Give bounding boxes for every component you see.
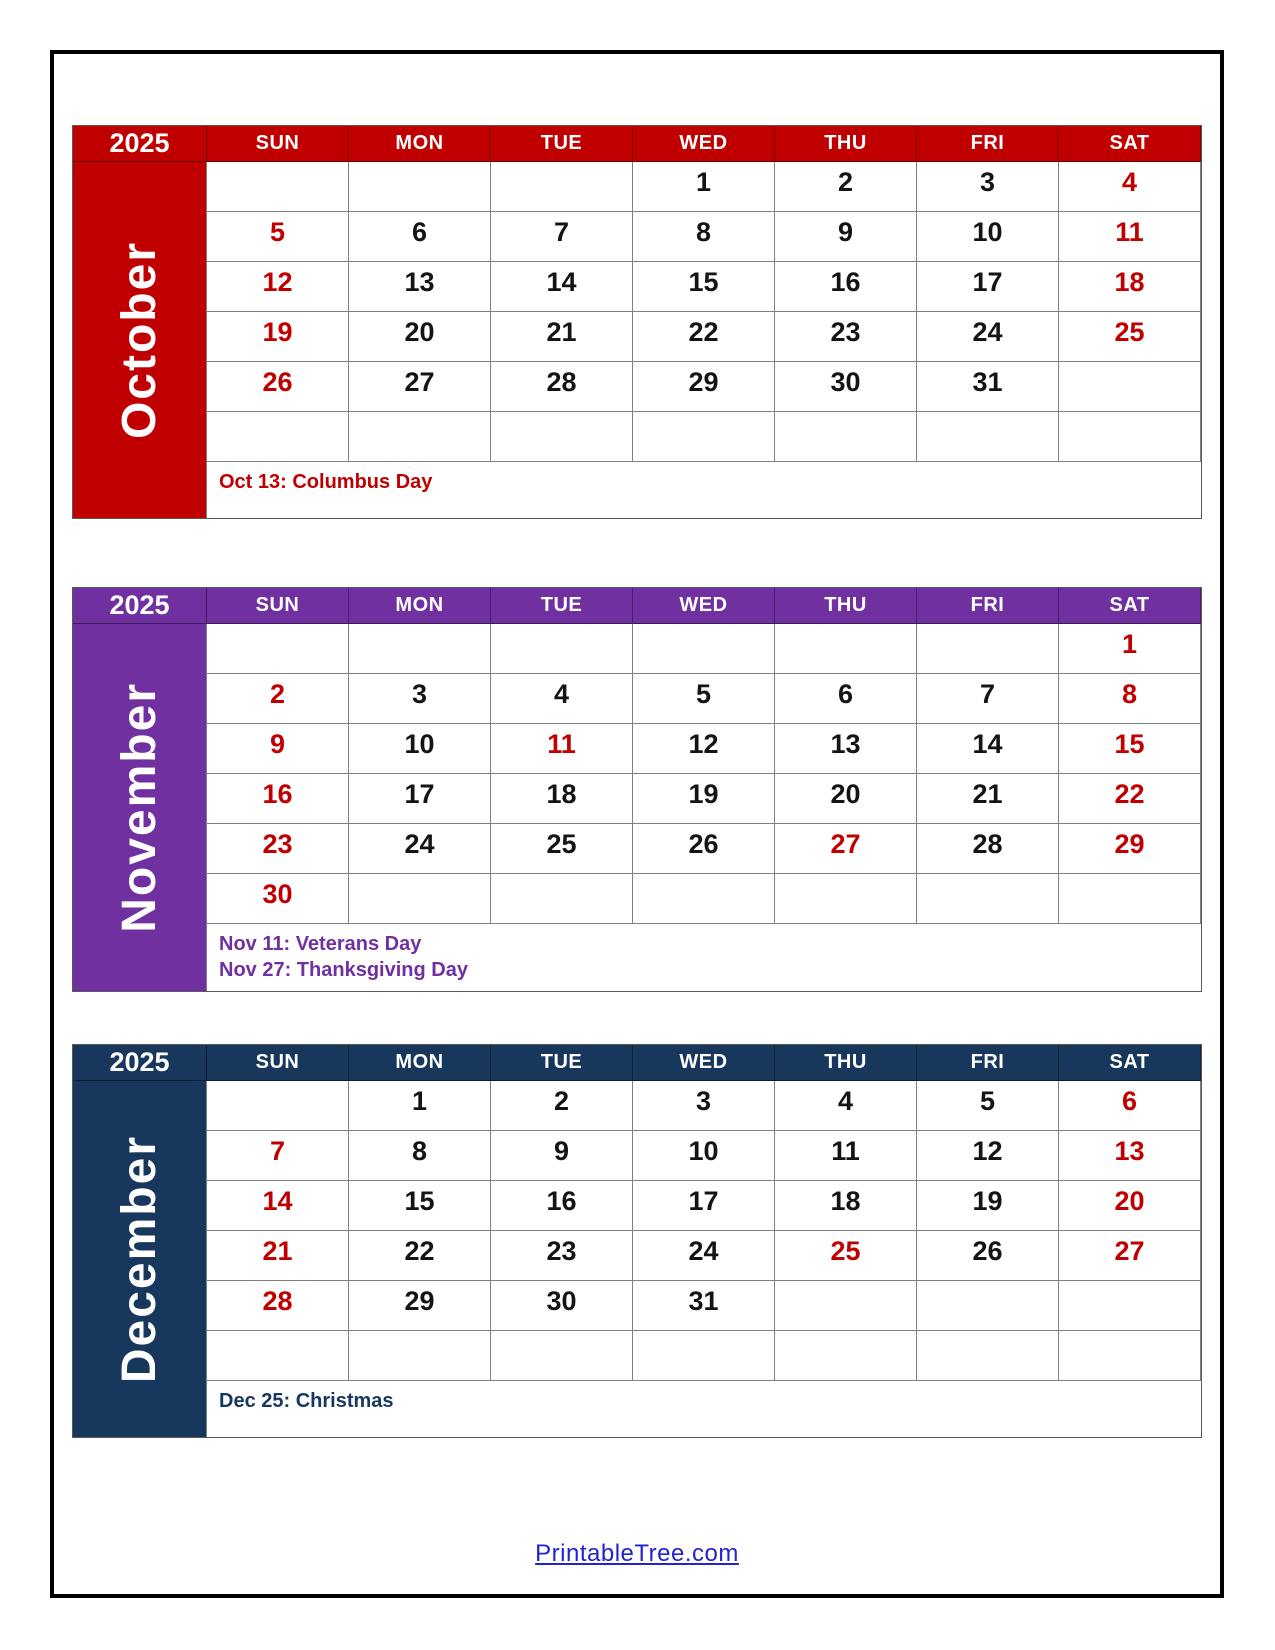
day-cell-empty bbox=[207, 412, 349, 462]
year-label: 2025 bbox=[73, 1045, 207, 1081]
day-cell-16: 16 bbox=[207, 774, 349, 824]
day-cell-15: 15 bbox=[349, 1181, 491, 1231]
day-cell-24: 24 bbox=[349, 824, 491, 874]
day-cell-17: 17 bbox=[633, 1181, 775, 1231]
day-cell-empty bbox=[1059, 412, 1201, 462]
day-cell-11: 11 bbox=[491, 724, 633, 774]
month-sidebar bbox=[73, 1081, 207, 1437]
holiday-notes bbox=[207, 1381, 1201, 1437]
day-cell-27: 27 bbox=[349, 362, 491, 412]
day-cell-12: 12 bbox=[633, 724, 775, 774]
day-cell-empty bbox=[917, 1331, 1059, 1381]
weekday-header-wed: WED bbox=[633, 126, 775, 162]
day-cell-21: 21 bbox=[491, 312, 633, 362]
day-cell-empty bbox=[775, 1331, 917, 1381]
weekday-header-wed: WED bbox=[633, 1045, 775, 1081]
page-frame bbox=[50, 50, 1224, 1598]
day-cell-empty bbox=[917, 874, 1059, 924]
day-cell-28: 28 bbox=[207, 1281, 349, 1331]
day-cell-empty bbox=[491, 412, 633, 462]
day-cell-14: 14 bbox=[207, 1181, 349, 1231]
year-label: 2025 bbox=[73, 588, 207, 624]
day-cell-empty bbox=[207, 1081, 349, 1131]
holiday-note: Nov 11: Veterans Day bbox=[219, 933, 422, 955]
month-name-label: November bbox=[112, 682, 166, 933]
day-cell-8: 8 bbox=[633, 212, 775, 262]
holiday-note: Oct 13: Columbus Day bbox=[219, 471, 433, 493]
day-cell-9: 9 bbox=[775, 212, 917, 262]
day-cell-empty bbox=[491, 1331, 633, 1381]
day-cell-26: 26 bbox=[917, 1231, 1059, 1281]
weekday-header-sun: SUN bbox=[207, 1045, 349, 1081]
month-sidebar bbox=[73, 162, 207, 518]
day-cell-23: 23 bbox=[775, 312, 917, 362]
weekday-header-sat: SAT bbox=[1059, 1045, 1201, 1081]
day-cell-31: 31 bbox=[917, 362, 1059, 412]
day-cell-6: 6 bbox=[349, 212, 491, 262]
day-cell-empty bbox=[349, 412, 491, 462]
day-cell-empty bbox=[491, 162, 633, 212]
calendar-stack bbox=[54, 125, 1220, 1438]
day-cell-25: 25 bbox=[1059, 312, 1201, 362]
day-cell-10: 10 bbox=[917, 212, 1059, 262]
day-cell-9: 9 bbox=[491, 1131, 633, 1181]
holiday-notes bbox=[207, 924, 1201, 991]
day-cell-5: 5 bbox=[207, 212, 349, 262]
day-cell-1: 1 bbox=[1059, 624, 1201, 674]
day-cell-19: 19 bbox=[633, 774, 775, 824]
day-cell-empty bbox=[917, 624, 1059, 674]
day-cell-27: 27 bbox=[1059, 1231, 1201, 1281]
day-cell-1: 1 bbox=[349, 1081, 491, 1131]
weekday-header-sat: SAT bbox=[1059, 588, 1201, 624]
day-cell-empty bbox=[633, 624, 775, 674]
day-cell-empty bbox=[207, 162, 349, 212]
weekday-header-sat: SAT bbox=[1059, 126, 1201, 162]
month-name-label: October bbox=[112, 240, 166, 440]
day-cell-3: 3 bbox=[349, 674, 491, 724]
day-cell-26: 26 bbox=[633, 824, 775, 874]
day-cell-14: 14 bbox=[917, 724, 1059, 774]
day-cell-25: 25 bbox=[775, 1231, 917, 1281]
weekday-header-mon: MON bbox=[349, 126, 491, 162]
holiday-notes bbox=[207, 462, 1201, 518]
day-cell-24: 24 bbox=[633, 1231, 775, 1281]
day-cell-empty bbox=[775, 874, 917, 924]
day-cell-16: 16 bbox=[491, 1181, 633, 1231]
day-cell-empty bbox=[775, 624, 917, 674]
weekday-header-tue: TUE bbox=[491, 1045, 633, 1081]
weekday-header-sun: SUN bbox=[207, 588, 349, 624]
day-cell-23: 23 bbox=[491, 1231, 633, 1281]
day-cell-18: 18 bbox=[491, 774, 633, 824]
day-cell-4: 4 bbox=[1059, 162, 1201, 212]
day-cell-2: 2 bbox=[491, 1081, 633, 1131]
day-cell-4: 4 bbox=[491, 674, 633, 724]
day-cell-28: 28 bbox=[917, 824, 1059, 874]
weekday-header-fri: FRI bbox=[917, 126, 1059, 162]
weekday-header-thu: THU bbox=[775, 1045, 917, 1081]
weekday-header-tue: TUE bbox=[491, 126, 633, 162]
day-cell-9: 9 bbox=[207, 724, 349, 774]
holiday-note: Dec 25: Christmas bbox=[219, 1390, 394, 1412]
day-cell-25: 25 bbox=[491, 824, 633, 874]
day-cell-30: 30 bbox=[491, 1281, 633, 1331]
day-cell-13: 13 bbox=[349, 262, 491, 312]
month-sidebar bbox=[73, 624, 207, 991]
day-cell-empty bbox=[1059, 1331, 1201, 1381]
printabletree-link[interactable]: PrintableTree.com bbox=[535, 1540, 739, 1567]
month-calendar-december bbox=[72, 1044, 1202, 1438]
day-cell-empty bbox=[633, 1331, 775, 1381]
weekday-header-fri: FRI bbox=[917, 1045, 1059, 1081]
day-cell-empty bbox=[775, 412, 917, 462]
day-cell-13: 13 bbox=[1059, 1131, 1201, 1181]
footer bbox=[54, 1540, 1220, 1568]
day-cell-10: 10 bbox=[633, 1131, 775, 1181]
weekday-header-fri: FRI bbox=[917, 588, 1059, 624]
day-cell-empty bbox=[491, 874, 633, 924]
weekday-header-tue: TUE bbox=[491, 588, 633, 624]
day-cell-5: 5 bbox=[917, 1081, 1059, 1131]
weekday-header-mon: MON bbox=[349, 1045, 491, 1081]
day-cell-18: 18 bbox=[775, 1181, 917, 1231]
day-cell-7: 7 bbox=[491, 212, 633, 262]
day-cell-3: 3 bbox=[917, 162, 1059, 212]
day-cell-empty bbox=[917, 412, 1059, 462]
day-cell-7: 7 bbox=[207, 1131, 349, 1181]
day-cell-21: 21 bbox=[207, 1231, 349, 1281]
day-cell-6: 6 bbox=[1059, 1081, 1201, 1131]
day-cell-24: 24 bbox=[917, 312, 1059, 362]
month-calendar-october bbox=[72, 125, 1202, 519]
day-cell-10: 10 bbox=[349, 724, 491, 774]
day-cell-5: 5 bbox=[633, 674, 775, 724]
day-cell-empty bbox=[775, 1281, 917, 1331]
weekday-header-thu: THU bbox=[775, 126, 917, 162]
day-cell-12: 12 bbox=[917, 1131, 1059, 1181]
weekday-header-thu: THU bbox=[775, 588, 917, 624]
day-cell-27: 27 bbox=[775, 824, 917, 874]
day-cell-4: 4 bbox=[775, 1081, 917, 1131]
month-name-label: December bbox=[112, 1134, 166, 1384]
day-cell-28: 28 bbox=[491, 362, 633, 412]
day-cell-17: 17 bbox=[917, 262, 1059, 312]
day-cell-15: 15 bbox=[633, 262, 775, 312]
day-cell-8: 8 bbox=[1059, 674, 1201, 724]
day-cell-29: 29 bbox=[633, 362, 775, 412]
day-cell-empty bbox=[1059, 362, 1201, 412]
weekday-header-wed: WED bbox=[633, 588, 775, 624]
day-cell-31: 31 bbox=[633, 1281, 775, 1331]
day-cell-empty bbox=[1059, 874, 1201, 924]
day-cell-15: 15 bbox=[1059, 724, 1201, 774]
day-cell-22: 22 bbox=[1059, 774, 1201, 824]
day-cell-23: 23 bbox=[207, 824, 349, 874]
day-cell-12: 12 bbox=[207, 262, 349, 312]
day-cell-17: 17 bbox=[349, 774, 491, 824]
day-cell-2: 2 bbox=[775, 162, 917, 212]
day-cell-19: 19 bbox=[917, 1181, 1059, 1231]
day-cell-empty bbox=[349, 874, 491, 924]
day-cell-empty bbox=[349, 1331, 491, 1381]
day-cell-empty bbox=[349, 624, 491, 674]
year-label: 2025 bbox=[73, 126, 207, 162]
day-cell-3: 3 bbox=[633, 1081, 775, 1131]
day-cell-19: 19 bbox=[207, 312, 349, 362]
day-cell-11: 11 bbox=[1059, 212, 1201, 262]
day-cell-empty bbox=[917, 1281, 1059, 1331]
day-cell-11: 11 bbox=[775, 1131, 917, 1181]
day-cell-13: 13 bbox=[775, 724, 917, 774]
day-cell-2: 2 bbox=[207, 674, 349, 724]
holiday-note: Nov 27: Thanksgiving Day bbox=[219, 959, 468, 981]
day-cell-20: 20 bbox=[775, 774, 917, 824]
day-cell-14: 14 bbox=[491, 262, 633, 312]
day-cell-22: 22 bbox=[349, 1231, 491, 1281]
day-cell-empty bbox=[349, 162, 491, 212]
day-cell-20: 20 bbox=[349, 312, 491, 362]
day-cell-21: 21 bbox=[917, 774, 1059, 824]
day-cell-7: 7 bbox=[917, 674, 1059, 724]
day-cell-30: 30 bbox=[775, 362, 917, 412]
day-cell-empty bbox=[1059, 1281, 1201, 1331]
weekday-header-mon: MON bbox=[349, 588, 491, 624]
day-cell-empty bbox=[491, 624, 633, 674]
day-cell-20: 20 bbox=[1059, 1181, 1201, 1231]
day-cell-18: 18 bbox=[1059, 262, 1201, 312]
day-cell-22: 22 bbox=[633, 312, 775, 362]
day-cell-26: 26 bbox=[207, 362, 349, 412]
day-cell-empty bbox=[207, 624, 349, 674]
day-cell-29: 29 bbox=[349, 1281, 491, 1331]
day-cell-1: 1 bbox=[633, 162, 775, 212]
weekday-header-sun: SUN bbox=[207, 126, 349, 162]
day-cell-8: 8 bbox=[349, 1131, 491, 1181]
month-calendar-november bbox=[72, 587, 1202, 992]
day-cell-30: 30 bbox=[207, 874, 349, 924]
day-cell-29: 29 bbox=[1059, 824, 1201, 874]
day-cell-16: 16 bbox=[775, 262, 917, 312]
day-cell-empty bbox=[207, 1331, 349, 1381]
day-cell-empty bbox=[633, 412, 775, 462]
day-cell-6: 6 bbox=[775, 674, 917, 724]
day-cell-empty bbox=[633, 874, 775, 924]
